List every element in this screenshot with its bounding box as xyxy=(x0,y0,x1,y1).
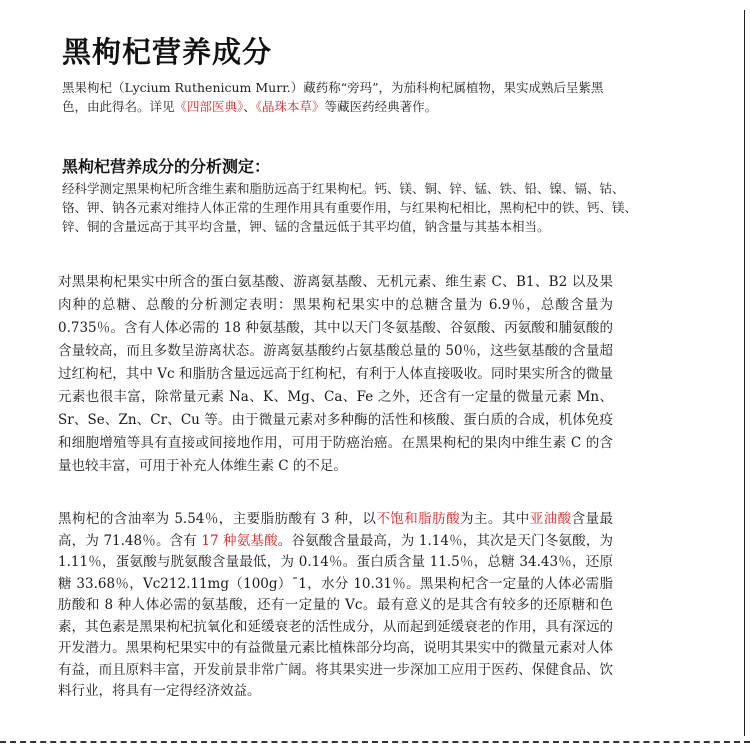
highlight-linoleic-acid: 亚油酸 xyxy=(529,511,572,527)
oil-amino-paragraph xyxy=(58,509,613,703)
reference-link-jingzhu-bencao: 《晶珠本草》 xyxy=(255,99,325,114)
intro-paragraph xyxy=(62,78,614,116)
text-segment: 黑枸杞的含油率为 5.54％，主要脂肪酸有 3 种，以 xyxy=(58,511,377,527)
nutrient-paragraph: 对黑果枸杞果实中所含的蛋白氨基酸、游离氨基酸、无机元素、维生素 C、B1、B2 以及果肉种的总糖、总酸的分析测定表明：黑果枸杞果实中的总糖含量为 6.9％，总酸含量为 0.735％。含有人体必需的 18 种氨基酸，其中以天门冬氨基酸、谷氨酸、丙氨酸和脯氨酸的含量较高，而且多数呈游离状态。游离氨基酸约占氨基酸总量的 50％，这些氨基酸的含量超过红枸杞，其中 Vc 和脂肪含量远远高于红枸杞，有利于人体直接吸收。同时果实所含的微量元素也很丰富，除常量元素 Na、K、Mg、Ca、Fe 之外，还含有一定量的微量元素 Mn、Sr、Se、Zn、Cr、Cu 等。由于微量元素对多种酶的活性和核酸、蛋白质的合成，机体免疫和细胞增殖等具有直接或间接地作用，可用于防癌治癌。在黑果枸杞的果肉中维生素 C 的含量也较丰富，可用于补充人体维生素 C 的不足。 xyxy=(58,274,613,474)
section-heading: 黑枸杞营养成分的分析测定： xyxy=(62,157,271,176)
intro-text-end: 等藏医药经典著作。 xyxy=(324,99,438,114)
intro-separator: 、 xyxy=(243,99,256,114)
highlight-unsaturated-fatty-acid: 不饱和脂肪酸 xyxy=(376,511,461,527)
text-segment: 为主。其中 xyxy=(460,511,530,527)
reference-link-sibu-yidian: 《四部医典》 xyxy=(174,99,244,114)
bottom-dashed-divider xyxy=(0,741,750,743)
intro-text: 黑果枸杞（Lycium Ruthenicum Murr.）藏药称“旁玛”，为茄科枸杞属植物，果实成熟后呈紫黑色，由此得名。详见 xyxy=(62,80,604,114)
analysis-paragraph: 经科学测定黑果枸杞所含维生素和脂肪远高于红果枸杞。钙、镁、铜、锌、锰、铁、铅、镍、镉、钴、铬、钾、钠各元素对维持人体正常的生理作用具有重要作用，与红果枸杞相比，黑枸杞中的铁、钙、镁、锌、铜的含量远高于其平均含量，钾、锰的含量远低于其平均值，钠含量与其基本相当。 xyxy=(62,181,638,234)
text-segment: 含量最高，为 71.48％。含有 xyxy=(58,511,614,549)
right-border-line xyxy=(744,10,745,736)
highlight-amino-acids: 17 种氨基酸 xyxy=(201,532,278,549)
text-segment: 。谷氨酸含量最高，为 1.14％，其次是天门冬氨酸，为 1.11％，蛋氨酸与胱氨酸含量最低，为 0.14％。蛋白质含量 11.5％，总糖 34.43％，还原糖 33.68％，Vc212.11mg（100g）ˉ1，水分 10.31％。黑果枸杞含一定量的人体必需脂肪酸和 8 种人体必需的氨基酸，还有一定量的 Vc。最有意义的是其含有较多的还原糖和色素，其色素是黑果枸杞抗氧化和延缓衰老的活性成分，从而起到延缓衰老的作用，具有深远的开发潜力。黑果枸杞果实中的有益微量元素比植株部分均高，说明其果实中的微量元素对人体有益，而且原料丰富，开发前景非常广阔。将其果实进一步深加工应用于医药、保健食品、饮料行业，将具有一定得经济效益。 xyxy=(58,532,613,699)
page-title: 黑枸杞营养成分 xyxy=(62,35,273,69)
